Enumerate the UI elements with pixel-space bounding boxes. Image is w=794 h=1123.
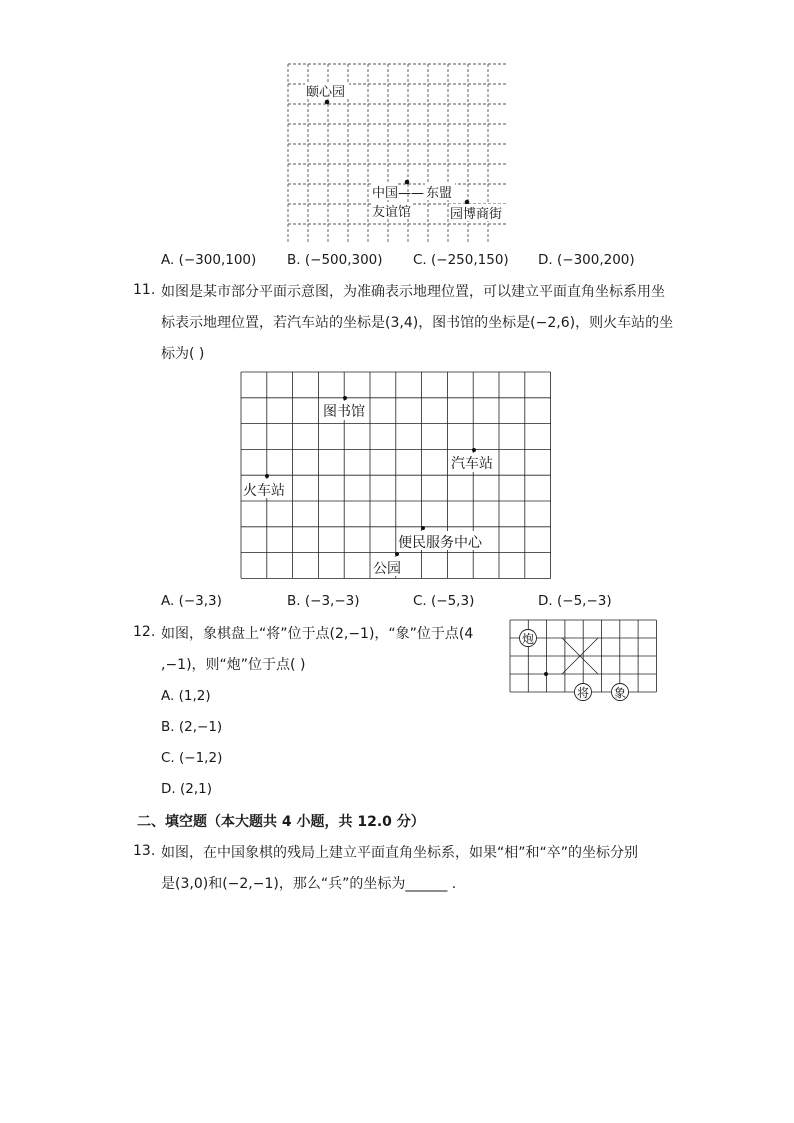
q11-point-service-center: [421, 526, 425, 530]
q11-city-map-figure: [240, 371, 554, 581]
q11-text-line2: 标表示地理位置，若汽车站的坐标是(3,4)，图书馆的坐标是(−2,6)，则火车站的坐: [161, 315, 674, 331]
q10-option-b[interactable]: B. (−500,300): [287, 252, 383, 268]
q13-text-line2: 是(3,0)和(−2,−1)，那么“兵”的坐标为______ .: [161, 876, 457, 892]
section-heading-fill-in: 二、填空题（本大题共 4 小题，共 12.0 分）: [137, 814, 425, 830]
q10-point-expo-street: [465, 200, 470, 205]
q11-number: 11.: [133, 282, 156, 298]
q11-option-c[interactable]: C. (−5,3): [413, 593, 475, 609]
q10-point-origin: [405, 180, 410, 185]
q13-number: 13.: [133, 843, 156, 859]
q12-piece-xiang: [612, 684, 629, 701]
q11-option-d[interactable]: D. (−5,−3): [538, 593, 612, 609]
q10-option-d[interactable]: D. (−300,200): [538, 252, 635, 268]
q10-label-expo-street: 园博商街: [450, 207, 503, 222]
q12-piece-jiang: [575, 684, 592, 701]
q12-chessboard-figure: [506, 618, 662, 708]
q11-point-park: [395, 552, 399, 556]
q10-option-c[interactable]: C. (−250,150): [413, 252, 509, 268]
q12-text-line1: 如图，象棋盘上“将”位于点(2,−1)，“象”位于点(4: [161, 626, 474, 642]
q10-point-yixinyuan: [325, 100, 330, 105]
q11-label-service-center: 便民服务中心: [398, 535, 482, 551]
q12-piece-pao: [520, 630, 537, 647]
q12-option-d[interactable]: D. (2,1): [161, 781, 212, 797]
q11-text-line1: 如图是某市部分平面示意图，为准确表示地理位置，可以建立平面直角坐标系用坐: [161, 284, 665, 300]
q11-option-b[interactable]: B. (−3,−3): [287, 593, 360, 609]
q12-point-marker: [544, 672, 548, 676]
q10-label-asean: 东盟: [426, 186, 453, 201]
svg-text:将: 将: [576, 686, 590, 700]
q11-option-a[interactable]: A. (−3,3): [161, 593, 222, 609]
q11-text-line3: 标为( ): [161, 346, 205, 362]
q12-text-line2: ,−1)，则“炮”位于点( ): [161, 657, 306, 673]
q11-point-library: [343, 396, 347, 400]
q11-label-train-station: 火车站: [243, 483, 285, 499]
q11-point-train-station: [265, 474, 269, 478]
q10-map-figure: [287, 63, 507, 243]
q11-label-bus-station: 汽车站: [451, 456, 493, 472]
svg-text:炮: 炮: [521, 632, 535, 646]
q12-option-a[interactable]: A. (1,2): [161, 688, 211, 704]
q11-label-library: 图书馆: [323, 404, 365, 420]
q11-point-bus-station: [472, 448, 476, 452]
svg-text:象: 象: [613, 686, 627, 700]
q12-option-b[interactable]: B. (2,−1): [161, 719, 223, 735]
q10-label-yixinyuan: 颐心园: [306, 85, 346, 100]
q10-label-china: 中国: [372, 186, 399, 201]
q12-number: 12.: [133, 624, 156, 640]
q12-option-c[interactable]: C. (−1,2): [161, 750, 223, 766]
q10-option-a[interactable]: A. (−300,100): [161, 252, 257, 268]
q13-text-line1: 如图，在中国象棋的残局上建立平面直角坐标系，如果“相”和“卒”的坐标分别: [161, 845, 639, 861]
q10-label-dash: ——: [398, 186, 424, 201]
q11-label-park: 公园: [373, 561, 401, 577]
q10-label-friendship-hall: 友谊馆: [372, 205, 412, 220]
